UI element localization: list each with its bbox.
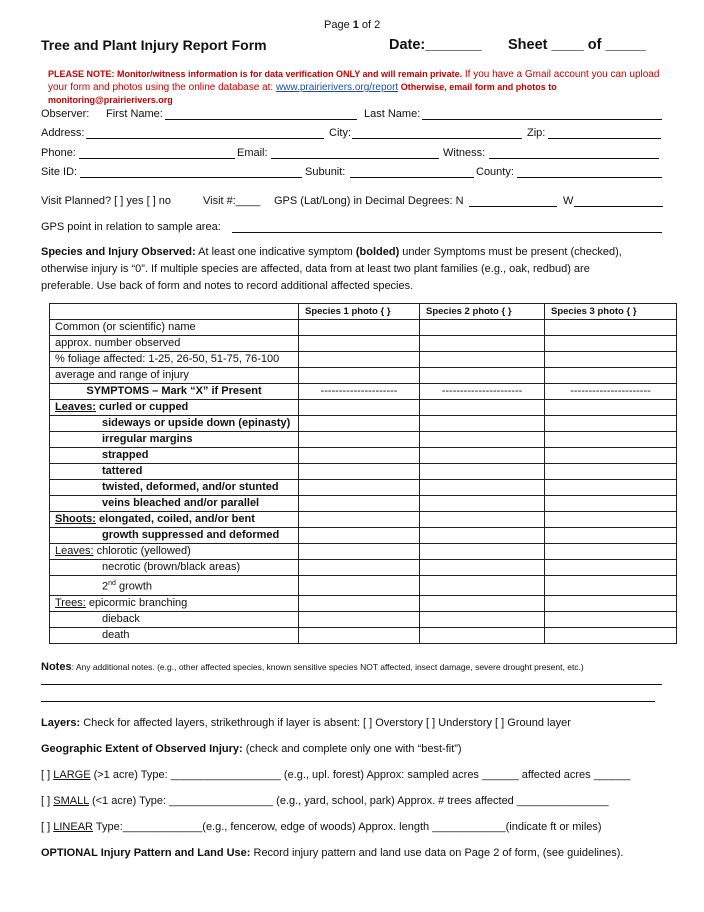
symptom-necrotic: necrotic (brown/black areas) [50, 560, 299, 576]
form-title: Tree and Plant Injury Report Form [41, 37, 267, 53]
table-cell[interactable] [420, 320, 545, 336]
table-row [50, 528, 677, 544]
table-row [50, 544, 677, 560]
table-cell[interactable] [299, 416, 420, 432]
witness-label: Witness: [443, 147, 486, 159]
table-cell[interactable] [299, 576, 420, 596]
table-cell[interactable] [545, 576, 677, 596]
table-cell[interactable] [299, 611, 420, 627]
species-intro-line3: preferable. Use back of form and notes to record additional affected species. [41, 280, 414, 292]
table-cell[interactable] [420, 416, 545, 432]
table-cell[interactable] [299, 368, 420, 384]
table-cell[interactable] [420, 336, 545, 352]
table-cell[interactable] [420, 544, 545, 560]
table-cell[interactable] [299, 512, 420, 528]
visit-number[interactable]: Visit #:____ [203, 195, 261, 207]
symptom-death: death [50, 627, 299, 643]
table-cell[interactable] [545, 627, 677, 643]
notes-label: Notes: Any additional notes. (e.g., other affected species, known sensitive species NOT affected, insect damage, severe drought present, etc.) [41, 661, 584, 673]
table-cell[interactable] [299, 595, 420, 611]
privacy-note: PLEASE NOTE: Monitor/witness information is for data verification ONLY and will remain private. If you have a Gmail account you can upload [48, 69, 660, 80]
species-injury-table [49, 303, 677, 644]
table-row [50, 576, 677, 596]
table-cell[interactable] [545, 432, 677, 448]
table-row [50, 400, 677, 416]
first-name-label: First Name: [106, 108, 163, 120]
table-cell[interactable] [545, 448, 677, 464]
table-cell[interactable] [420, 611, 545, 627]
table-cell[interactable] [420, 496, 545, 512]
gps-west-field[interactable] [574, 206, 663, 207]
date-field[interactable]: Date:_______ [389, 37, 482, 53]
table-cell[interactable] [299, 464, 420, 480]
table-row [50, 595, 677, 611]
sheet-field[interactable]: Sheet ____ of _____ [508, 37, 646, 53]
table-row [50, 416, 677, 432]
gps-west-label: W [563, 195, 574, 207]
layers-row[interactable]: Layers: Check for affected layers, strikethrough if layer is absent: [ ] Overstory [ ] Understory [ ] Ground layer [41, 717, 571, 729]
extent-small-row[interactable]: [ ] SMALL (<1 acre) Type: _________________ (e.g., yard, school, park) Approx. # trees affected _______________ [41, 795, 609, 807]
address-field[interactable] [86, 138, 324, 139]
monitoring-email[interactable]: monitoring@prairierivers.org [48, 95, 173, 105]
gps-point-field[interactable] [232, 232, 662, 233]
table-cell[interactable] [545, 544, 677, 560]
row-label-foliage-affected: % foliage affected: 1-25, 26-50, 51-75, 76-100 [50, 352, 299, 368]
zip-field[interactable] [548, 138, 661, 139]
witness-field[interactable] [489, 158, 659, 159]
symptoms-title: SYMPTOMS – Mark “X” if Present [50, 384, 299, 400]
symptom-growth-suppressed: growth suppressed and deformed [50, 528, 299, 544]
table-cell[interactable] [299, 336, 420, 352]
table-row [50, 352, 677, 368]
symptom-second-growth: 2nd growth [50, 576, 299, 596]
table-cell[interactable] [545, 528, 677, 544]
symptom-strapped: strapped [50, 448, 299, 464]
table-cell[interactable] [299, 627, 420, 643]
table-row [50, 432, 677, 448]
phone-field[interactable] [79, 158, 235, 159]
symptom-leaves-curled: Leaves: curled or cupped [50, 400, 299, 416]
row-label-common-name: Common (or scientific) name [50, 320, 299, 336]
phone-label: Phone: [41, 147, 76, 159]
table-row [50, 480, 677, 496]
table-cell[interactable] [545, 464, 677, 480]
row-label-injury-range: average and range of injury [50, 368, 299, 384]
city-label: City: [329, 127, 351, 139]
species-2-header: Species 2 photo { } [420, 304, 545, 320]
dash-separator: --------------------- [299, 384, 420, 400]
site-id-label: Site ID: [41, 166, 78, 178]
symptom-twisted: twisted, deformed, and/or stunted [50, 480, 299, 496]
table-row [50, 611, 677, 627]
table-cell[interactable] [299, 560, 420, 576]
table-cell[interactable] [420, 432, 545, 448]
table-cell[interactable] [420, 480, 545, 496]
county-label: County: [476, 166, 514, 178]
visit-planned[interactable]: Visit Planned? [ ] yes [ ] no [41, 195, 172, 207]
table-header-cell [50, 304, 299, 320]
table-cell[interactable] [299, 544, 420, 560]
table-cell[interactable] [545, 352, 677, 368]
table-cell[interactable] [299, 320, 420, 336]
report-link[interactable]: www.prairierivers.org/report [275, 82, 399, 93]
last-name-label: Last Name: [364, 108, 421, 120]
symptoms-header-row [50, 384, 677, 400]
table-cell[interactable] [545, 595, 677, 611]
symptom-trees-epicormic: Trees: epicormic branching [50, 595, 299, 611]
table-row [50, 627, 677, 643]
species-intro-line1: Species and Injury Observed: At least one indicative symptom (bolded) under Symptoms must be present (checked), [41, 246, 622, 258]
table-cell[interactable] [545, 611, 677, 627]
city-field[interactable] [352, 138, 522, 139]
row-label-number-observed: approx. number observed [50, 336, 299, 352]
table-row [50, 560, 677, 576]
table-cell[interactable] [420, 512, 545, 528]
extent-large-row[interactable]: [ ] LARGE (>1 acre) Type: __________________ (e.g., upl. forest) Approx: sampled acres ______ affected acres ______ [41, 769, 631, 781]
table-cell[interactable] [545, 320, 677, 336]
symptom-epinasty: sideways or upside down (epinasty) [50, 416, 299, 432]
table-cell[interactable] [545, 512, 677, 528]
table-cell[interactable] [299, 400, 420, 416]
symptom-leaves-chlorotic: Leaves: chlorotic (yellowed) [50, 544, 299, 560]
first-name-field[interactable] [165, 119, 357, 120]
table-cell[interactable] [420, 576, 545, 596]
dash-separator: ---------------------- [420, 384, 545, 400]
table-cell[interactable] [420, 528, 545, 544]
observer-label: Observer: [41, 108, 90, 120]
optional-land-use: OPTIONAL Injury Pattern and Land Use: Record injury pattern and land use data on Page 2 of form, (see guidelines). [41, 847, 624, 859]
table-cell[interactable] [545, 368, 677, 384]
table-row [50, 368, 677, 384]
table-cell[interactable] [545, 496, 677, 512]
symptom-veins-bleached: veins bleached and/or parallel [50, 496, 299, 512]
extent-heading: Geographic Extent of Observed Injury: (check and complete only one with “best-fit”) [41, 743, 462, 755]
table-cell[interactable] [299, 480, 420, 496]
table-row [50, 512, 677, 528]
upload-note: your form and photos using the online database at: www.prairierivers.org/report Otherwise, email form and photos to [48, 82, 557, 93]
gps-label: GPS (Lat/Long) in Decimal Degrees: N [274, 195, 464, 207]
table-cell[interactable] [420, 368, 545, 384]
extent-linear-row[interactable]: [ ] LINEAR Type:_____________(e.g., fencerow, edge of woods) Approx. length ____________(indicate ft or miles) [41, 821, 602, 833]
table-cell[interactable] [420, 400, 545, 416]
table-cell[interactable] [420, 448, 545, 464]
notes-line-2[interactable] [41, 701, 655, 702]
table-cell[interactable] [545, 400, 677, 416]
table-cell[interactable] [420, 464, 545, 480]
table-row [50, 448, 677, 464]
zip-label: Zip: [527, 127, 546, 139]
table-row [50, 320, 677, 336]
table-cell[interactable] [545, 560, 677, 576]
table-row [50, 464, 677, 480]
symptom-dieback: dieback [50, 611, 299, 627]
species-1-header: Species 1 photo { } [299, 304, 420, 320]
table-cell[interactable] [420, 595, 545, 611]
gps-point-label: GPS point in relation to sample area: [41, 221, 221, 233]
table-cell[interactable] [545, 416, 677, 432]
table-cell[interactable] [545, 336, 677, 352]
table-row [50, 336, 677, 352]
symptom-shoots-elongated: Shoots: elongated, coiled, and/or bent [50, 512, 299, 528]
page-number: Page 1 of 2 [324, 19, 381, 31]
table-cell[interactable] [420, 560, 545, 576]
species-3-header: Species 3 photo { } [545, 304, 677, 320]
table-cell[interactable] [299, 528, 420, 544]
email-label: Email: [237, 147, 268, 159]
table-row [50, 496, 677, 512]
county-field[interactable] [517, 177, 662, 178]
last-name-field[interactable] [422, 119, 662, 120]
species-intro-line2: otherwise injury is “0”. If multiple species are affected, data from at least two plant families (e.g., oak, redbud) are [41, 263, 590, 275]
table-cell[interactable] [545, 480, 677, 496]
table-cell[interactable] [299, 432, 420, 448]
table-cell[interactable] [420, 352, 545, 368]
address-label: Address: [41, 127, 85, 139]
symptom-irregular-margins: irregular margins [50, 432, 299, 448]
subunit-field[interactable] [350, 177, 474, 178]
dash-separator: ---------------------- [545, 384, 677, 400]
subunit-label: Subunit: [305, 166, 346, 178]
table-header-row [50, 304, 677, 320]
table-cell[interactable] [299, 496, 420, 512]
table-cell[interactable] [299, 352, 420, 368]
gps-north-field[interactable] [469, 206, 557, 207]
notes-line-1[interactable] [41, 684, 662, 685]
email-field[interactable] [271, 158, 439, 159]
table-cell[interactable] [299, 448, 420, 464]
table-cell[interactable] [420, 627, 545, 643]
site-id-field[interactable] [80, 177, 302, 178]
symptom-tattered: tattered [50, 464, 299, 480]
